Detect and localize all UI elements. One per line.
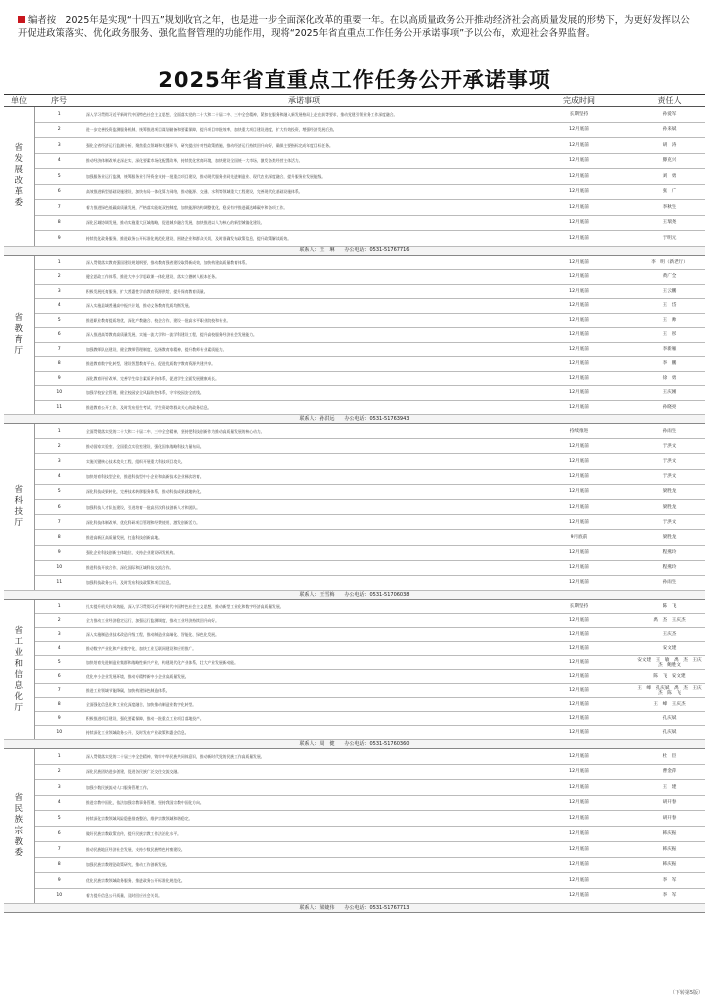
cell-person: 于洪文 bbox=[634, 469, 705, 484]
cell-person: 胡开春 bbox=[634, 795, 705, 811]
cell-date: 12月底前 bbox=[524, 255, 634, 270]
cell-content: 深入实施县域普通高中振兴计划，推动义务教育优质均衡发展。 bbox=[84, 299, 524, 314]
cell-person: 王 帅 bbox=[634, 313, 705, 328]
cell-date: 12月底前 bbox=[524, 712, 634, 726]
cell-person: 王庆杰 bbox=[634, 628, 705, 642]
cell-content: 深入实施制造业技术改造升级工程，推动制造业高端化、智能化、绿色化发展。 bbox=[84, 628, 524, 642]
cell-no: 3 bbox=[34, 454, 84, 469]
cell-date: 12月底前 bbox=[524, 484, 634, 499]
cell-date: 12月底前 bbox=[524, 357, 634, 372]
cell-no: 5 bbox=[34, 313, 84, 328]
cell-content: 推动经济体制改革走深走实，深化要素市场化配置改革，持续优化营商环境，加快建设全国统一大市场，激发各类经营主体活力。 bbox=[84, 153, 524, 169]
cell-no: 9 bbox=[34, 545, 84, 560]
cell-person: 李 鹏 bbox=[634, 357, 705, 372]
cell-content: 积极发展托育服务，扩大普惠性学前教育资源供给，提升保育教育质量。 bbox=[84, 284, 524, 299]
cell-date: 12月底前 bbox=[524, 842, 634, 858]
table-row bbox=[4, 515, 705, 530]
editor-note bbox=[18, 14, 690, 40]
cell-no: 1 bbox=[34, 749, 84, 765]
cell-date: 12月底前 bbox=[524, 614, 634, 628]
cell-content: 扎实提升机关作风效能，深入学习贯彻习近平新时代中国特色社会主义思想，推动新型工业化和数字经济高质量发展。 bbox=[84, 600, 524, 614]
cell-date: 12月底前 bbox=[524, 313, 634, 328]
table-header bbox=[4, 95, 705, 107]
cell-date: 12月底前 bbox=[524, 122, 634, 138]
cell-person: 于洪文 bbox=[634, 454, 705, 469]
cell-content: 全力推动工业经济稳定运行，加强运行监测调度，推动工业经济持续回升向好。 bbox=[84, 614, 524, 628]
cell-person: 程燕玲 bbox=[634, 545, 705, 560]
cell-content: 全面强化信息化和工业化深度融合，加快推动制造业数字化转型。 bbox=[84, 698, 524, 712]
cell-person: 梁胜龙 bbox=[634, 530, 705, 545]
contact-row bbox=[4, 415, 705, 424]
contact-row bbox=[4, 591, 705, 600]
cell-date: 12月底前 bbox=[524, 795, 634, 811]
cell-person: 杜 臣 bbox=[634, 749, 705, 765]
cell-content: 强化企业科技创新主体地位，支持企业建设研发机构。 bbox=[84, 545, 524, 560]
cell-date: 12月底前 bbox=[524, 670, 634, 684]
cell-person: 王瑞尧 bbox=[634, 215, 705, 231]
cell-date: 12月底前 bbox=[524, 499, 634, 514]
cell-content: 推进职业教育提质培优，深化产教融合、校企合作，建设一批高水平职业院校和专业。 bbox=[84, 313, 524, 328]
cell-person: 王 建 bbox=[634, 780, 705, 796]
cell-no: 3 bbox=[34, 628, 84, 642]
cell-person: 胡 涛 bbox=[634, 138, 705, 154]
cell-date: 12月底前 bbox=[524, 299, 634, 314]
cell-date: 12月底前 bbox=[524, 726, 634, 740]
cell-date: 12月底前 bbox=[524, 656, 634, 670]
cell-no: 6 bbox=[34, 328, 84, 343]
cell-no: 9 bbox=[34, 873, 84, 889]
cell-content: 加强民族宗教理论政策研究，推动工作创新发展。 bbox=[84, 857, 524, 873]
table-row bbox=[4, 749, 705, 765]
cell-no: 10 bbox=[34, 888, 84, 904]
cell-no: 11 bbox=[34, 400, 84, 415]
commitment-table bbox=[4, 94, 705, 913]
cell-no: 7 bbox=[34, 515, 84, 530]
contact-info: 联系人：王 琳 办公电话：0531-51767716 bbox=[4, 246, 705, 255]
cell-date: 12月底前 bbox=[524, 400, 634, 415]
cell-person: 孙雨生 bbox=[634, 575, 705, 590]
table-row bbox=[4, 439, 705, 454]
table-row bbox=[4, 215, 705, 231]
cell-content: 持续优化政务服务，推进政务公开标准化规范化建设，围绕企业和群众关切，及时准确发布政策信息，提升政策解读质效。 bbox=[84, 231, 524, 247]
cell-person: 黄广全 bbox=[634, 270, 705, 285]
cell-no: 6 bbox=[34, 499, 84, 514]
contact-info: 联系人：梁婕伟 办公电话：0531-51767713 bbox=[4, 904, 705, 913]
cell-no: 2 bbox=[34, 270, 84, 285]
cell-person: 于洪文 bbox=[634, 439, 705, 454]
cell-content: 优化民族宗教领域政务服务，推进政务公开标准化规范化。 bbox=[84, 873, 524, 889]
header-unit: 单位 bbox=[4, 95, 34, 107]
cell-content: 加快培育科技型企业，推进科技型中小企业和高新技术企业梯次培育。 bbox=[84, 469, 524, 484]
cell-person: 王云鹏 bbox=[634, 284, 705, 299]
cell-person: 李秋生 bbox=[634, 200, 705, 216]
cell-content: 深入贯彻落实党的二十届三中全会精神，铸牢中华民族共同体意识，推动新时代党的民族工作高质量发展。 bbox=[84, 749, 524, 765]
cell-no: 2 bbox=[34, 122, 84, 138]
cell-person: 梁胜龙 bbox=[634, 499, 705, 514]
cell-person: 于明元 bbox=[634, 231, 705, 247]
table-row bbox=[4, 614, 705, 628]
table-row bbox=[4, 255, 705, 270]
cell-date: 12月底前 bbox=[524, 371, 634, 386]
table-row bbox=[4, 670, 705, 684]
cell-date: 12月底前 bbox=[524, 749, 634, 765]
cell-no: 9 bbox=[34, 371, 84, 386]
cell-no: 1 bbox=[34, 107, 84, 123]
cell-date: 12月底前 bbox=[524, 454, 634, 469]
unit-name: 省工业和信息化厅 bbox=[14, 625, 23, 713]
cell-content: 积极推进项目建设，强化要素保障，推动一批重点工业项目落地投产。 bbox=[84, 712, 524, 726]
cell-content: 深化科技体制改革，优化科研项目管理和经费使用，激发创新活力。 bbox=[84, 515, 524, 530]
cell-person: 张 广 bbox=[634, 184, 705, 200]
cell-content: 着力提升信息公开质量，及时回应社会关切。 bbox=[84, 888, 524, 904]
cell-person: 孙晓亮 bbox=[634, 400, 705, 415]
cell-content: 加强科技政务公开，及时发布科技政策和项目信息。 bbox=[84, 575, 524, 590]
cell-content: 推进高新区高质量发展，打造科技创新高地。 bbox=[84, 530, 524, 545]
cell-no: 2 bbox=[34, 439, 84, 454]
table-row bbox=[4, 122, 705, 138]
cell-date: 12月底前 bbox=[524, 439, 634, 454]
table-row bbox=[4, 107, 705, 123]
cell-person: 滕克兴 bbox=[634, 153, 705, 169]
cell-date: 12月底前 bbox=[524, 231, 634, 247]
cell-no: 5 bbox=[34, 811, 84, 827]
cell-content: 推动民族地区经济社会发展，支持少数民族特色村寨建设。 bbox=[84, 842, 524, 858]
cell-no: 4 bbox=[34, 642, 84, 656]
table-row bbox=[4, 299, 705, 314]
cell-content: 推进宗教中国化，依法加强宗教事务管理，坚持我国宗教中国化方向。 bbox=[84, 795, 524, 811]
cell-date: 12月底前 bbox=[524, 811, 634, 827]
cell-content: 健全思政工作体系，推进大中小学思政课一体化建设，落实立德树人根本任务。 bbox=[84, 270, 524, 285]
cell-date: 12月底前 bbox=[524, 888, 634, 904]
cell-date: 12月底前 bbox=[524, 328, 634, 343]
unit-cell bbox=[4, 107, 34, 247]
cell-no: 6 bbox=[34, 670, 84, 684]
cell-content: 加强学校安全管理，健全校园安全风险防控体系，守牢校园安全底线。 bbox=[84, 386, 524, 401]
cell-no: 10 bbox=[34, 386, 84, 401]
cell-no: 9 bbox=[34, 712, 84, 726]
cell-person: 禹 杰 王庆杰 bbox=[634, 614, 705, 628]
table-row bbox=[4, 499, 705, 514]
header-person: 责任人 bbox=[634, 95, 705, 107]
cell-person: 孙来斌 bbox=[634, 122, 705, 138]
cell-date: 长期坚持 bbox=[524, 600, 634, 614]
cell-no: 4 bbox=[34, 795, 84, 811]
cell-no: 7 bbox=[34, 200, 84, 216]
cell-person: 王 彤 bbox=[634, 328, 705, 343]
cell-person: 王 峰 孔庆斌 禹 杰 王庆杰 陈 飞 bbox=[634, 684, 705, 698]
cell-no: 5 bbox=[34, 169, 84, 185]
table-row bbox=[4, 454, 705, 469]
cell-date: 12月底前 bbox=[524, 138, 634, 154]
cell-content: 加强科技人才队伍建设，引进培育一批高层次科技创新人才和团队。 bbox=[84, 499, 524, 514]
table-row bbox=[4, 357, 705, 372]
table-row bbox=[4, 857, 705, 873]
cell-no: 2 bbox=[34, 614, 84, 628]
cell-no: 9 bbox=[34, 231, 84, 247]
table-row bbox=[4, 270, 705, 285]
cell-no: 7 bbox=[34, 684, 84, 698]
cell-content: 推动国家实验室、全国重点实验室建设，强化国家战略科技力量布局。 bbox=[84, 439, 524, 454]
header-date: 完成时间 bbox=[524, 95, 634, 107]
cell-content: 深化区域协调发展，推动实施重大区域战略，促进城乡融合发展，加快推进以人为核心的新型城镇化建设。 bbox=[84, 215, 524, 231]
table-row bbox=[4, 560, 705, 575]
table-row bbox=[4, 138, 705, 154]
cell-content: 推进科技开放合作，深化国际和区域科技交流合作。 bbox=[84, 560, 524, 575]
unit-cell bbox=[4, 424, 34, 591]
cell-date: 12月底前 bbox=[524, 826, 634, 842]
cell-content: 推进教育数字化转型，建设智慧教育平台，促进优质数字教育资源共建共享。 bbox=[84, 357, 524, 372]
cell-content: 强化全省经济运行监测分析，聚焦重点领域和关键环节，研究提出针对性政策措施，推动经济运行持续回升向好，确保主要指标完成年度目标任务。 bbox=[84, 138, 524, 154]
table-row bbox=[4, 184, 705, 200]
table-row bbox=[4, 424, 705, 439]
cell-content: 着力推进绿色低碳高质量发展，严格落实能耗双控制度，加快能源结构调整优化，稳妥有序推进碳达峰碳中和各项工作。 bbox=[84, 200, 524, 216]
cell-date: 12月底前 bbox=[524, 270, 634, 285]
cell-person: 孙爱军 bbox=[634, 107, 705, 123]
table-row bbox=[4, 153, 705, 169]
cell-no: 1 bbox=[34, 600, 84, 614]
cell-content: 深化教育评价改革，完善学生综合素质评价体系，促进学生全面发展健康成长。 bbox=[84, 371, 524, 386]
cell-content: 加强教师队伍建设，健全教师管理制度，弘扬教育家精神，提升教师专业素质能力。 bbox=[84, 342, 524, 357]
red-square-icon bbox=[18, 16, 25, 23]
cell-content: 推进工业领域节能降碳，加快构建绿色制造体系。 bbox=[84, 684, 524, 698]
cell-person: 陈 飞 安文建 bbox=[634, 670, 705, 684]
cell-no: 7 bbox=[34, 342, 84, 357]
table-row bbox=[4, 342, 705, 357]
unit-cell bbox=[4, 255, 34, 415]
cell-person: 王 岱 bbox=[634, 299, 705, 314]
cell-date: 12月底前 bbox=[524, 560, 634, 575]
cell-no: 10 bbox=[34, 726, 84, 740]
table-row bbox=[4, 200, 705, 216]
table-row bbox=[4, 873, 705, 889]
table-row bbox=[4, 530, 705, 545]
header-content: 承诺事项 bbox=[84, 95, 524, 107]
cell-person: 孔庆斌 bbox=[634, 712, 705, 726]
cell-no: 4 bbox=[34, 299, 84, 314]
table-row bbox=[4, 888, 705, 904]
unit-name: 省教育厅 bbox=[14, 312, 23, 356]
table-row bbox=[4, 628, 705, 642]
cell-person: 孔庆斌 bbox=[634, 726, 705, 740]
unit-name: 省民族宗教委 bbox=[14, 793, 23, 859]
table-row bbox=[4, 575, 705, 590]
cell-content: 加强少数民族流动人口服务管理工作。 bbox=[84, 780, 524, 796]
contact-info: 联系人：王雪梅 办公电话：0531-51706038 bbox=[4, 591, 705, 600]
cell-no: 4 bbox=[34, 469, 84, 484]
table-row bbox=[4, 313, 705, 328]
cell-person: 曹金萍 bbox=[634, 764, 705, 780]
cell-content: 加强服务业运行监测，统筹服务业引导资金支持一批重点项目建设，推动现代服务业同先进制造业、现代农业深度融合，提升服务业发展能级。 bbox=[84, 169, 524, 185]
cell-no: 4 bbox=[34, 153, 84, 169]
cell-date: 12月底前 bbox=[524, 684, 634, 698]
table-row bbox=[4, 169, 705, 185]
cell-person: 王庆刚 bbox=[634, 386, 705, 401]
cell-no: 1 bbox=[34, 255, 84, 270]
contact-row bbox=[4, 904, 705, 913]
table-row bbox=[4, 726, 705, 740]
table-row bbox=[4, 231, 705, 247]
cell-date: 12月底前 bbox=[524, 545, 634, 560]
cell-no: 11 bbox=[34, 575, 84, 590]
contact-info: 联系人：周 健 办公电话：0531-51760360 bbox=[4, 740, 705, 749]
table-row bbox=[4, 811, 705, 827]
cell-no: 3 bbox=[34, 284, 84, 299]
table-row bbox=[4, 386, 705, 401]
cell-content: 推进教育公开工作，及时发布招生考试、学生资助等群众关心的政务信息。 bbox=[84, 400, 524, 415]
continued-note: （下转第5版） bbox=[669, 990, 703, 996]
cell-date: 12月底前 bbox=[524, 469, 634, 484]
cell-content: 进一步完善投资监测服务机制，统筹推进项目谋划储备和要素保障，提升项目审批效率，加快重大项目建设进度，扩大有效投资，增强经济发展后劲。 bbox=[84, 122, 524, 138]
cell-person: 梁胜龙 bbox=[634, 484, 705, 499]
cell-person: 于洪文 bbox=[634, 515, 705, 530]
header-no: 序号 bbox=[34, 95, 84, 107]
table-row bbox=[4, 842, 705, 858]
table-row bbox=[4, 284, 705, 299]
table-row bbox=[4, 684, 705, 698]
cell-date: 9月底前 bbox=[524, 530, 634, 545]
cell-person: 陈 飞 bbox=[634, 600, 705, 614]
table-row bbox=[4, 469, 705, 484]
cell-person: 孙雨生 bbox=[634, 424, 705, 439]
cell-date: 12月底前 bbox=[524, 575, 634, 590]
cell-no: 8 bbox=[34, 698, 84, 712]
contact-info: 联系人：孙洪远 办公电话：0531-51763943 bbox=[4, 415, 705, 424]
cell-date: 12月底前 bbox=[524, 169, 634, 185]
table-row bbox=[4, 795, 705, 811]
cell-no: 3 bbox=[34, 138, 84, 154]
cell-content: 持续深化宗教领域风险隐患排查整治，维护宗教领域和谐稳定。 bbox=[84, 811, 524, 827]
table-row bbox=[4, 600, 705, 614]
unit-name: 省发展改革委 bbox=[14, 143, 23, 209]
table-row bbox=[4, 698, 705, 712]
cell-person: 李 军 bbox=[634, 873, 705, 889]
cell-person: 李 明（新老厅） bbox=[634, 255, 705, 270]
cell-no: 2 bbox=[34, 764, 84, 780]
contact-row bbox=[4, 246, 705, 255]
cell-no: 10 bbox=[34, 560, 84, 575]
table-body bbox=[4, 107, 705, 913]
table-row bbox=[4, 764, 705, 780]
unit-name: 省科技厅 bbox=[14, 485, 23, 529]
table-row bbox=[4, 371, 705, 386]
cell-date: 12月底前 bbox=[524, 284, 634, 299]
cell-person: 徐 勇 bbox=[634, 371, 705, 386]
cell-person: 李新雁 bbox=[634, 342, 705, 357]
cell-person: 胡开春 bbox=[634, 811, 705, 827]
table-row bbox=[4, 400, 705, 415]
cell-date: 12月底前 bbox=[524, 153, 634, 169]
intro-text: 编者按 2025年是实现“十四五”规划收官之年，也是进一步全面深化改革的重要一年。在以高质量政务公开推动经济社会高质量发展的形势下，为更好发挥以公开促进政策落实、优化政务服务、强化监督管理的功能作用，现将“2025年省直重点工作任务公开承诺事项”予以公布，欢迎社会各界监督。 bbox=[18, 15, 690, 39]
table-row bbox=[4, 545, 705, 560]
cell-person: 安文建 王 敏 禹 杰 王庆杰 鲍胜文 bbox=[634, 656, 705, 670]
cell-content: 持续深化工业领域政务公开，及时发布产业政策和惠企信息。 bbox=[84, 726, 524, 740]
cell-no: 8 bbox=[34, 215, 84, 231]
cell-date: 12月底前 bbox=[524, 698, 634, 712]
cell-content: 深入贯彻落实教育强国建设规划纲要，推动教育强省建设取得新成效，加快构建高质量教育体系。 bbox=[84, 255, 524, 270]
cell-content: 优化中小企业发展环境，推动专精特新中小企业高质量发展。 bbox=[84, 670, 524, 684]
cell-content: 深入学习贯彻习近平新时代中国特色社会主义思想，全面落实党的二十大和二十届二中、三中全会精神，紧扣在服务和融入新发展格局上走在前等要求，推动党建引领业务工作深度融合。 bbox=[84, 107, 524, 123]
cell-date: 持续推进 bbox=[524, 424, 634, 439]
cell-person: 韩庆振 bbox=[634, 842, 705, 858]
table-row bbox=[4, 826, 705, 842]
cell-date: 12月底前 bbox=[524, 386, 634, 401]
cell-no: 5 bbox=[34, 484, 84, 499]
cell-no: 8 bbox=[34, 357, 84, 372]
cell-content: 深化民族团结进步创建，促进各民族广泛交往交流交融。 bbox=[84, 764, 524, 780]
cell-date: 长期坚持 bbox=[524, 107, 634, 123]
cell-content: 高效推进新型基础设施建设，加快布局一体化算力网络，推动能源、交通、水利等领域重大工程建设，完善现代化基础设施体系。 bbox=[84, 184, 524, 200]
cell-person: 李 军 bbox=[634, 888, 705, 904]
cell-no: 8 bbox=[34, 857, 84, 873]
cell-date: 12月底前 bbox=[524, 873, 634, 889]
cell-person: 程燕玲 bbox=[634, 560, 705, 575]
cell-date: 12月底前 bbox=[524, 642, 634, 656]
unit-cell bbox=[4, 749, 34, 904]
cell-date: 12月底前 bbox=[524, 342, 634, 357]
cell-no: 6 bbox=[34, 184, 84, 200]
cell-content: 深化科技成果转化，完善技术转移服务体系，推动科技成果就地转化。 bbox=[84, 484, 524, 499]
cell-content: 加快培育先进制造业集群和战略性新兴产业，构建现代化产业体系，壮大产业发展新动能。 bbox=[84, 656, 524, 670]
cell-no: 6 bbox=[34, 826, 84, 842]
cell-content: 实施关键核心技术攻关工程，组织开展重大科技项目攻关。 bbox=[84, 454, 524, 469]
cell-date: 12月底前 bbox=[524, 780, 634, 796]
cell-person: 韩庆振 bbox=[634, 857, 705, 873]
unit-cell bbox=[4, 600, 34, 740]
cell-date: 12月底前 bbox=[524, 184, 634, 200]
cell-no: 5 bbox=[34, 656, 84, 670]
table-row bbox=[4, 328, 705, 343]
cell-date: 12月底前 bbox=[524, 628, 634, 642]
cell-content: 做好民族宗教政策宣传，提升民族宗教工作法治化水平。 bbox=[84, 826, 524, 842]
cell-person: 王 峰 王庆杰 bbox=[634, 698, 705, 712]
cell-date: 12月底前 bbox=[524, 764, 634, 780]
cell-content: 推动数字产业化和产业数字化，加快工业互联网建设和应用推广。 bbox=[84, 642, 524, 656]
contact-row bbox=[4, 740, 705, 749]
cell-person: 韩庆振 bbox=[634, 826, 705, 842]
cell-person: 安文建 bbox=[634, 642, 705, 656]
cell-content: 深入推进高等教育高质量发展，实施一流大学和一流学科建设工程，提升高校服务经济社会发展能力。 bbox=[84, 328, 524, 343]
table-row bbox=[4, 780, 705, 796]
cell-no: 3 bbox=[34, 780, 84, 796]
cell-date: 12月底前 bbox=[524, 857, 634, 873]
cell-date: 12月底前 bbox=[524, 200, 634, 216]
cell-no: 1 bbox=[34, 424, 84, 439]
cell-date: 12月底前 bbox=[524, 515, 634, 530]
cell-person: 刘 勇 bbox=[634, 169, 705, 185]
cell-content: 全面贯彻落实党的二十大和二十届二中、三中全会精神，坚持把科技创新作为推动高质量发展的核心动力。 bbox=[84, 424, 524, 439]
table-row bbox=[4, 656, 705, 670]
cell-no: 7 bbox=[34, 842, 84, 858]
table-row bbox=[4, 712, 705, 726]
table-row bbox=[4, 642, 705, 656]
page-title: 2025年省直重点工作任务公开承诺事项 bbox=[158, 68, 551, 92]
cell-date: 12月底前 bbox=[524, 215, 634, 231]
table-row bbox=[4, 484, 705, 499]
cell-no: 8 bbox=[34, 530, 84, 545]
